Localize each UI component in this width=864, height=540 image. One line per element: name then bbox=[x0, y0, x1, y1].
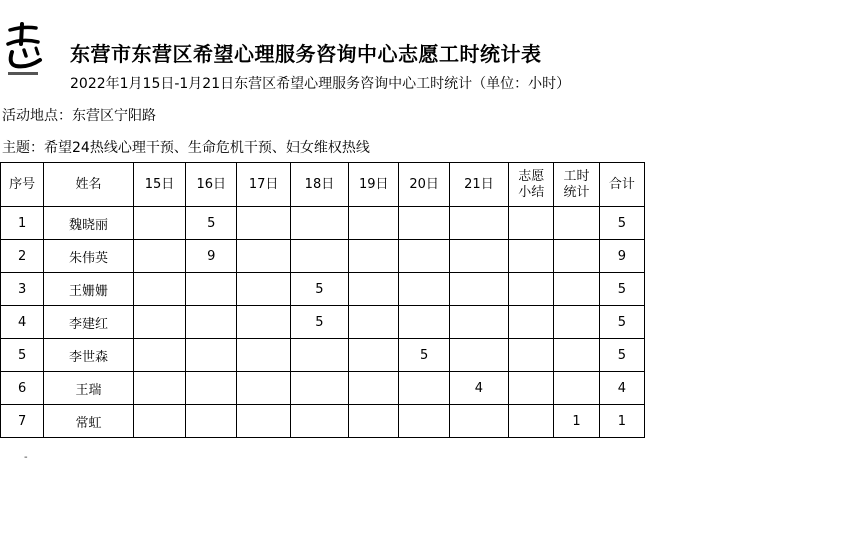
hours-cell bbox=[509, 306, 554, 339]
column-header: 16日 bbox=[186, 163, 237, 207]
hours-cell: 1 bbox=[599, 405, 644, 438]
table-row bbox=[1, 273, 645, 306]
hours-cell bbox=[399, 405, 449, 438]
hours-cell bbox=[554, 207, 599, 240]
hours-cell bbox=[509, 339, 554, 372]
hours-cell bbox=[237, 372, 290, 405]
hours-cell bbox=[554, 240, 599, 273]
table-row bbox=[1, 240, 645, 273]
hours-cell bbox=[399, 372, 449, 405]
hours-cell bbox=[449, 405, 508, 438]
hours-cell bbox=[290, 372, 348, 405]
column-header: 18日 bbox=[290, 163, 348, 207]
hours-cell bbox=[554, 273, 599, 306]
hours-cell bbox=[237, 273, 290, 306]
hours-cell bbox=[399, 273, 449, 306]
hours-cell bbox=[186, 306, 237, 339]
column-header: 19日 bbox=[349, 163, 399, 207]
hours-cell bbox=[290, 339, 348, 372]
hours-cell bbox=[554, 339, 599, 372]
table-row bbox=[1, 372, 645, 405]
page-title: 东营市东营区希望心理服务咨询中心志愿工时统计表 bbox=[70, 42, 542, 66]
hours-cell bbox=[133, 207, 185, 240]
hours-cell bbox=[237, 405, 290, 438]
hours-cell: 5 bbox=[290, 273, 348, 306]
hours-cell bbox=[554, 306, 599, 339]
name-cell: 朱伟英 bbox=[44, 240, 134, 273]
hours-cell bbox=[186, 273, 237, 306]
name-cell: 魏晓丽 bbox=[44, 207, 134, 240]
hours-cell bbox=[509, 207, 554, 240]
name-cell: 常虹 bbox=[44, 405, 134, 438]
hours-cell bbox=[237, 207, 290, 240]
hours-cell bbox=[237, 240, 290, 273]
hours-cell bbox=[133, 240, 185, 273]
hours-cell bbox=[449, 273, 508, 306]
hours-cell bbox=[449, 207, 508, 240]
hours-cell bbox=[349, 240, 399, 273]
hours-cell: 9 bbox=[599, 240, 644, 273]
row-number-cell: 7 bbox=[1, 405, 44, 438]
column-header: 姓名 bbox=[44, 163, 134, 207]
hours-cell bbox=[509, 273, 554, 306]
row-number-cell: 3 bbox=[1, 273, 44, 306]
hours-cell bbox=[290, 207, 348, 240]
hours-cell: 5 bbox=[599, 306, 644, 339]
column-header: 合计 bbox=[599, 163, 644, 207]
hours-cell bbox=[349, 273, 399, 306]
column-header-text: 志愿小结 bbox=[518, 168, 545, 200]
page-subtitle: 2022年1月15日-1月21日东营区希望心理服务咨询中心工时统计（单位：小时） bbox=[70, 76, 571, 92]
table-row bbox=[1, 207, 645, 240]
row-number-cell: 6 bbox=[1, 372, 44, 405]
hours-cell: 1 bbox=[554, 405, 599, 438]
hours-cell bbox=[133, 306, 185, 339]
hours-cell: 5 bbox=[399, 339, 449, 372]
name-cell: 王瑞 bbox=[44, 372, 134, 405]
hours-cell: 5 bbox=[599, 339, 644, 372]
hours-cell: 5 bbox=[290, 306, 348, 339]
hours-cell bbox=[399, 207, 449, 240]
hours-table bbox=[0, 162, 645, 438]
table-header-row bbox=[1, 163, 645, 207]
column-header: 21日 bbox=[449, 163, 508, 207]
table-body bbox=[1, 207, 645, 438]
hours-cell bbox=[509, 405, 554, 438]
hours-cell: 4 bbox=[449, 372, 508, 405]
hours-cell: 9 bbox=[186, 240, 237, 273]
hours-cell bbox=[399, 240, 449, 273]
hours-cell bbox=[186, 372, 237, 405]
hours-cell bbox=[290, 240, 348, 273]
hours-cell bbox=[237, 306, 290, 339]
hours-cell bbox=[509, 240, 554, 273]
footer-mark: - bbox=[24, 452, 28, 463]
hours-cell bbox=[349, 306, 399, 339]
hours-cell bbox=[133, 339, 185, 372]
hours-cell bbox=[186, 405, 237, 438]
hours-cell bbox=[399, 306, 449, 339]
name-cell: 李世森 bbox=[44, 339, 134, 372]
hours-cell bbox=[133, 405, 185, 438]
row-number-cell: 4 bbox=[1, 306, 44, 339]
hours-cell bbox=[349, 405, 399, 438]
column-header: 15日 bbox=[133, 163, 185, 207]
column-header: 20日 bbox=[399, 163, 449, 207]
hours-cell bbox=[554, 372, 599, 405]
hours-cell bbox=[449, 240, 508, 273]
name-cell: 李建红 bbox=[44, 306, 134, 339]
row-number-cell: 1 bbox=[1, 207, 44, 240]
column-header: 序号 bbox=[1, 163, 44, 207]
hours-cell bbox=[186, 339, 237, 372]
activity-location: 活动地点：东营区宁阳路 bbox=[2, 108, 156, 124]
hours-cell bbox=[237, 339, 290, 372]
hours-cell bbox=[509, 372, 554, 405]
hours-cell bbox=[133, 273, 185, 306]
column-header bbox=[554, 163, 599, 207]
hours-cell bbox=[349, 207, 399, 240]
row-number-cell: 2 bbox=[1, 240, 44, 273]
table-row bbox=[1, 306, 645, 339]
hours-cell: 5 bbox=[599, 273, 644, 306]
name-cell: 王姗姗 bbox=[44, 273, 134, 306]
table-row bbox=[1, 339, 645, 372]
hours-cell bbox=[449, 339, 508, 372]
volunteer-logo-icon bbox=[2, 22, 48, 82]
row-number-cell: 5 bbox=[1, 339, 44, 372]
hours-cell bbox=[290, 405, 348, 438]
hours-cell: 5 bbox=[599, 207, 644, 240]
hours-cell bbox=[349, 339, 399, 372]
table-row bbox=[1, 405, 645, 438]
hours-cell bbox=[449, 306, 508, 339]
column-header-text: 工时统计 bbox=[563, 168, 590, 200]
hours-cell: 4 bbox=[599, 372, 644, 405]
hours-cell bbox=[349, 372, 399, 405]
hours-cell bbox=[133, 372, 185, 405]
activity-topic: 主题：希望24热线心理干预、生命危机干预、妇女维权热线 bbox=[2, 140, 370, 156]
column-header: 17日 bbox=[237, 163, 290, 207]
column-header bbox=[509, 163, 554, 207]
hours-cell: 5 bbox=[186, 207, 237, 240]
